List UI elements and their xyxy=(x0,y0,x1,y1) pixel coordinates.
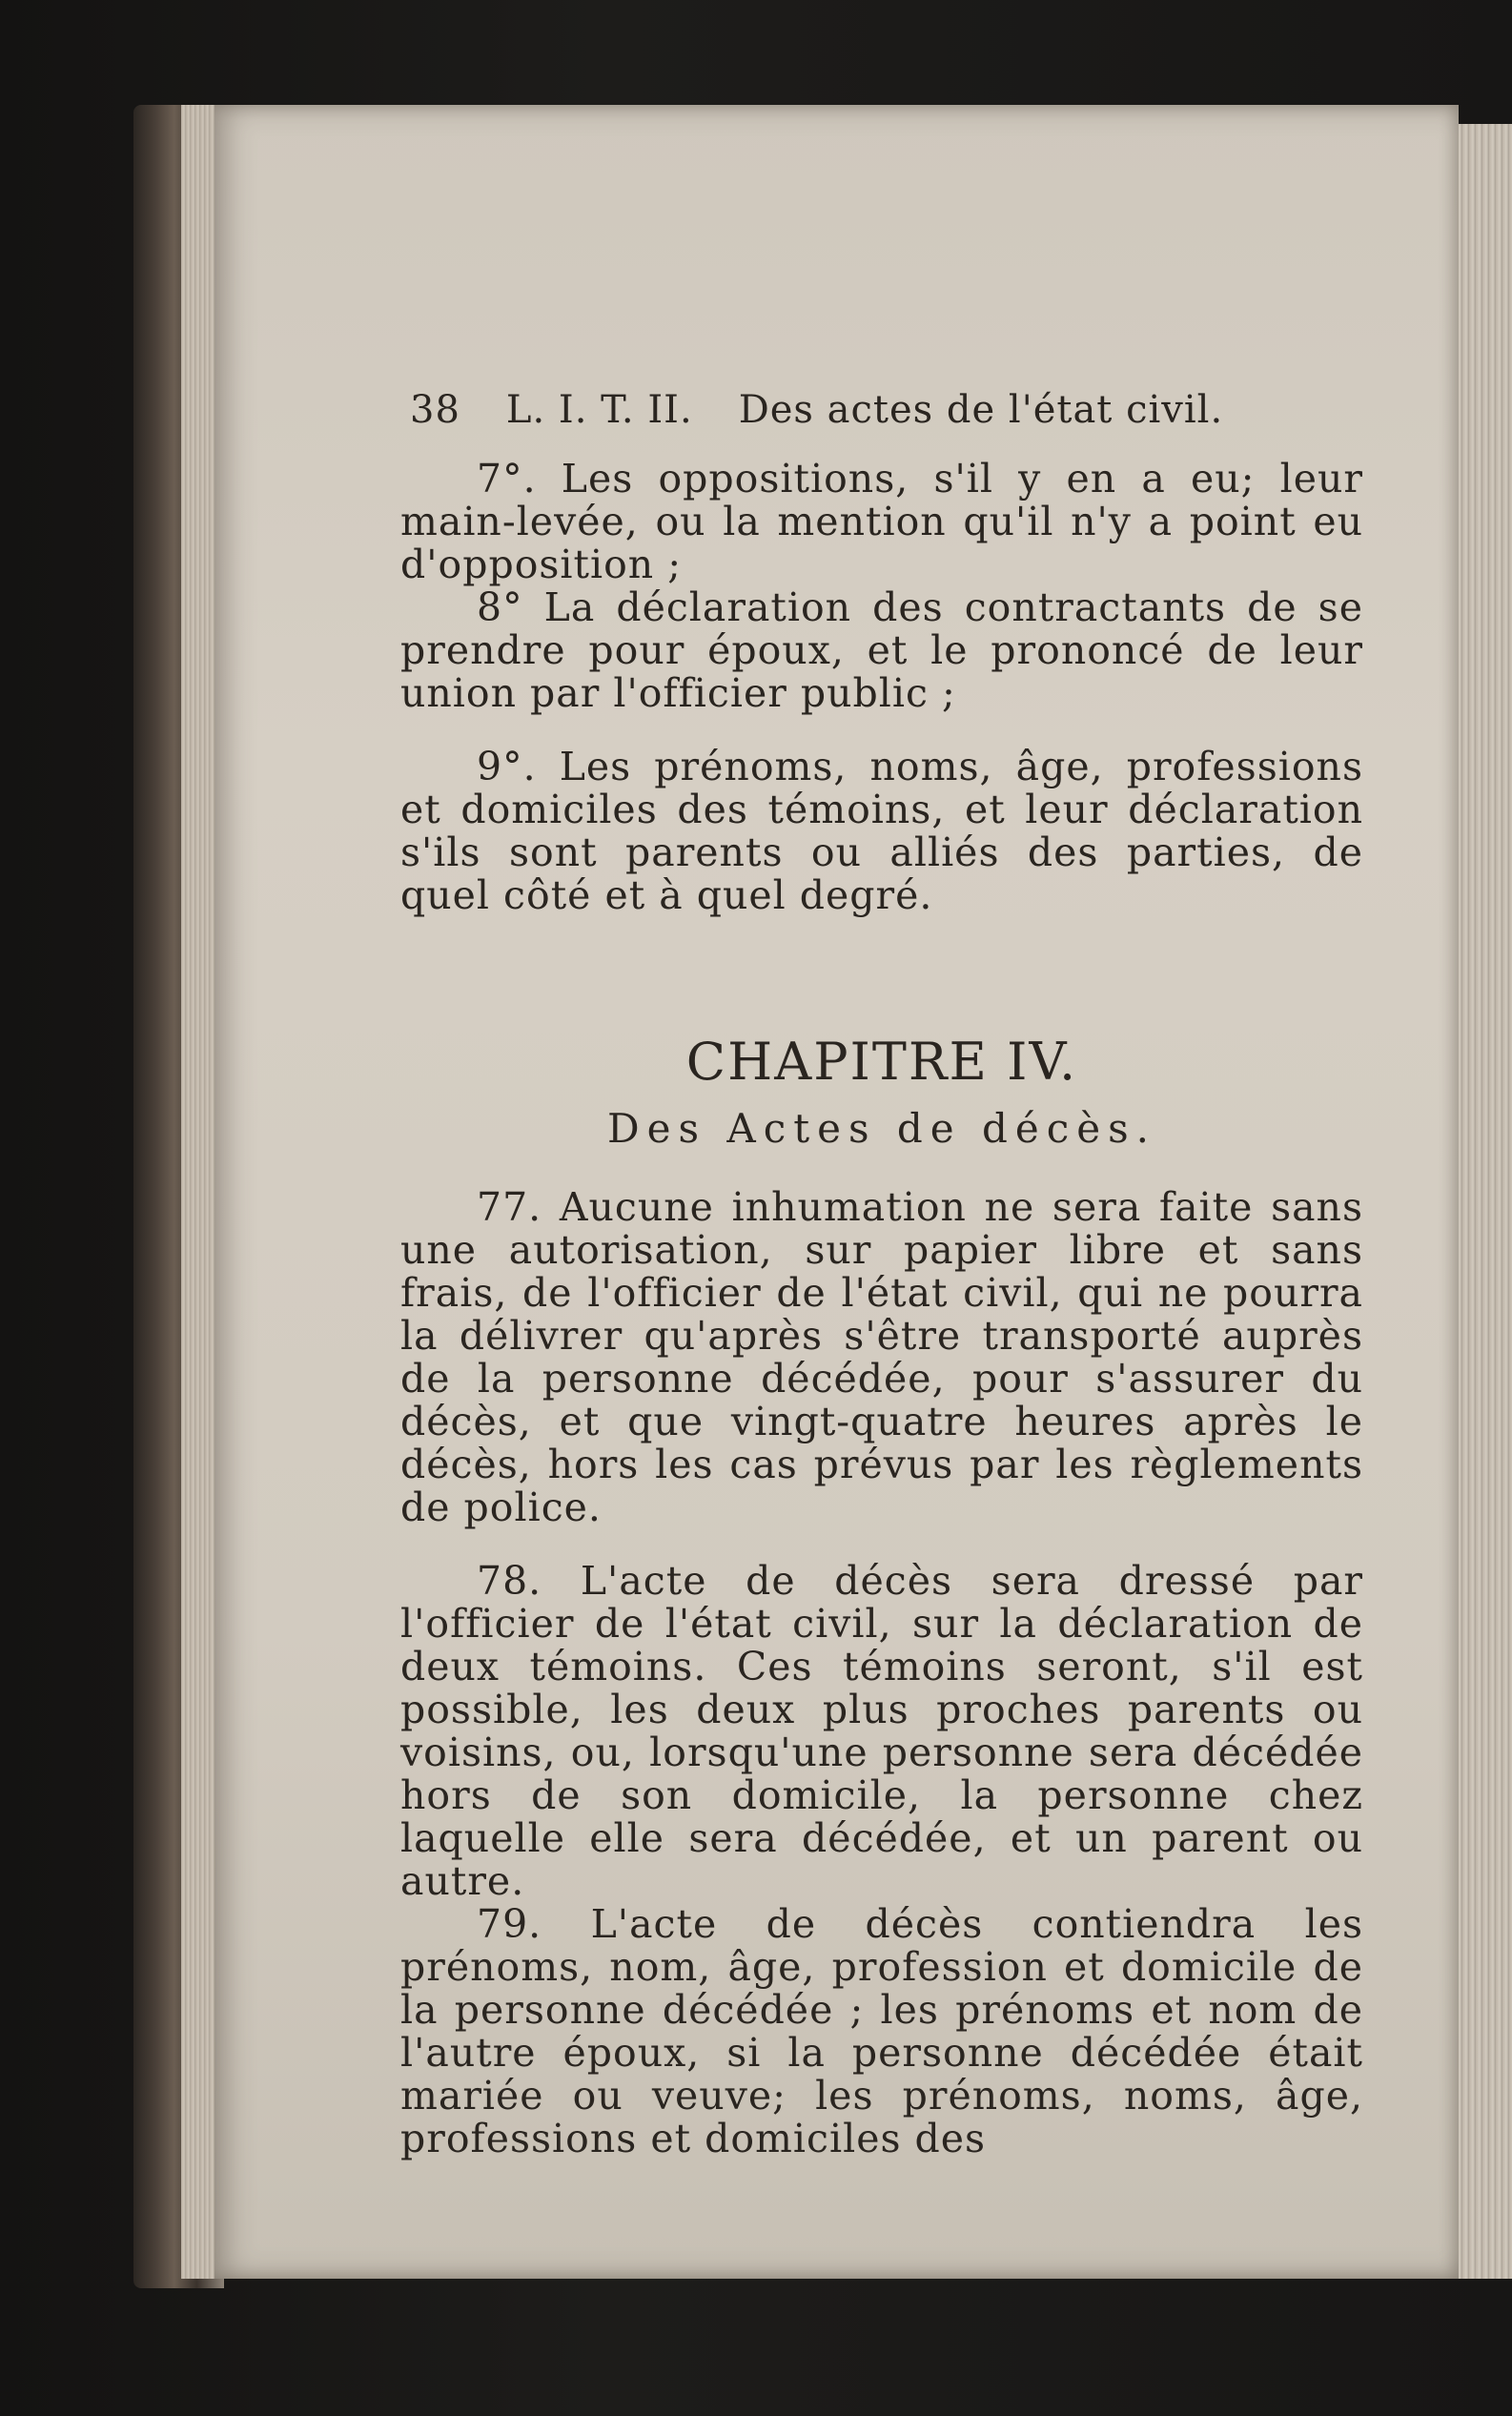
page-stack-left xyxy=(181,105,219,2279)
article-78: 78. L'acte de décès sera dressé par l'officier de l'état civil, sur la déclaration de deux témoins. Ces témoins seront, s'il est possible, les deux plus proches parents ou voisins, ou, lorsqu'une personne sera décédée hors de son domicile, la personne chez laquelle elle sera décédée, et un parent ou autre. xyxy=(400,1558,1363,1904)
running-head: L. I. T. II. xyxy=(505,388,693,432)
article-77: 77. Aucune inhumation ne sera faite sans une autorisation, sur papier libre et sans frais, de l'officier de l'état civil, qui ne pourra la délivrer qu'après s'être transporté auprès de la personne décédée, pour s'assurer du décès, et que vingt-quatre heures après le décès, hors les cas prévus par les règlements de police. xyxy=(400,1184,1363,1530)
page-text xyxy=(400,267,1363,2160)
book-page xyxy=(215,105,1459,2279)
item-8: 8° La déclaration des contractants de se prendre pour époux, et le prononcé de leur union par l'officier public ; xyxy=(400,584,1363,716)
page-number: 38 xyxy=(410,388,460,432)
running-header xyxy=(400,381,1363,439)
item-7: 7°. Les oppositions, s'il y en a eu; leur main-levée, ou la mention qu'il n'y a point eu d'opposition ; xyxy=(400,456,1363,587)
running-title: Des actes de l'état civil. xyxy=(738,388,1224,432)
item-9: 9°. Les prénoms, noms, âge, professions et domiciles des témoins, et leur déclaration s'ils sont parents ou alliés des parties, de quel côté et à quel degré. xyxy=(400,744,1363,918)
chapter-title: CHAPITRE IV. xyxy=(685,1032,1078,1092)
article-79: 79. L'acte de décès contiendra les prénoms, nom, âge, profession et domicile de la personne décédée ; les prénoms et nom de l'autre époux, si la personne décédée était mariée ou veuve; les prénoms, noms, âge, professions et domiciles des xyxy=(400,1901,1363,2161)
chapter-subtitle: Des Actes de décès. xyxy=(606,1105,1157,1152)
